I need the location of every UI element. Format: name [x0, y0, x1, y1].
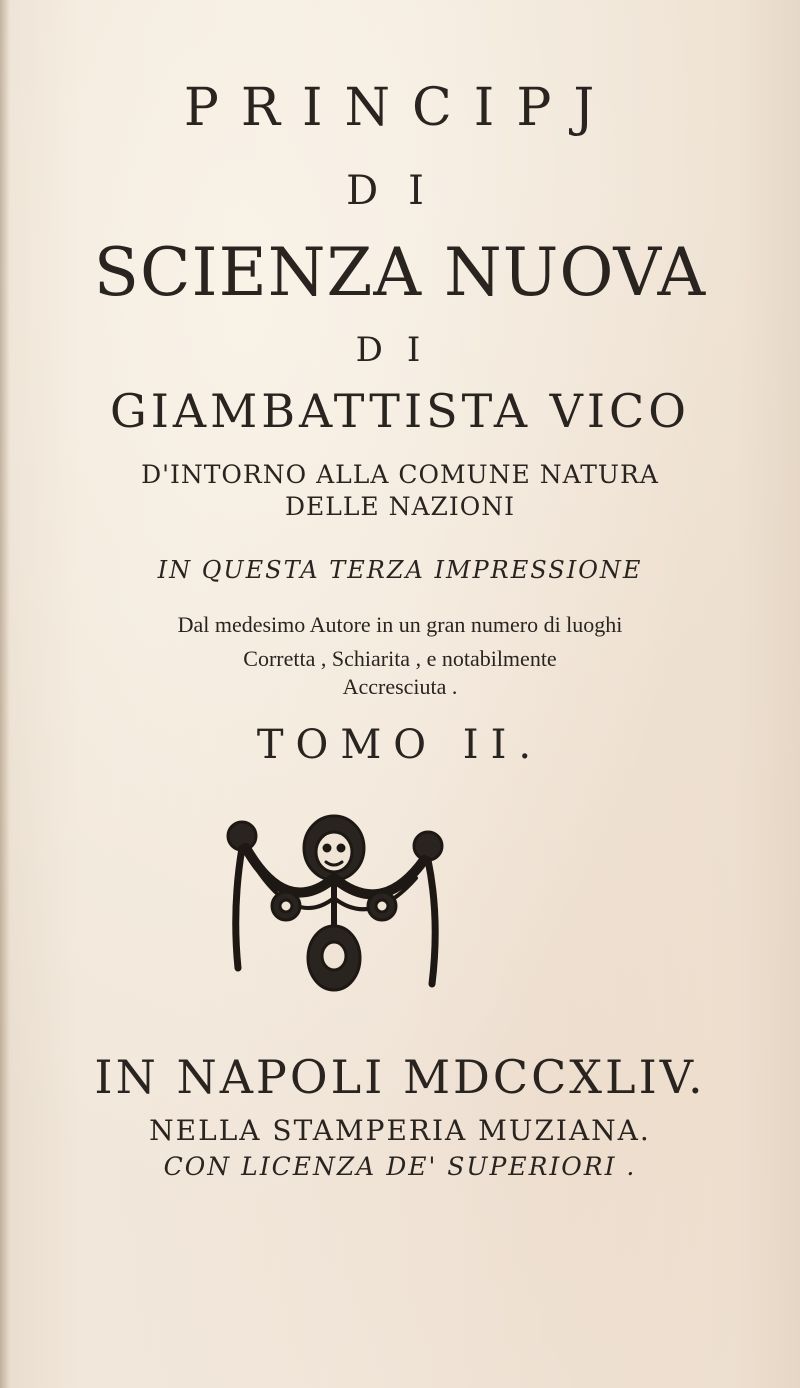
edition-note-line-2: Corretta , Schiarita , e notabilmente — [243, 646, 557, 671]
title-line-scienza-nuova: SCIENZA NUOVA — [93, 234, 707, 311]
imprint-printer: NELLA STAMPERIA MUZIANA. — [149, 1114, 651, 1147]
title-line-di: DI — [346, 168, 454, 214]
volume-label: TOMO II. — [256, 722, 544, 768]
author-name: GIAMBATTISTA VICO — [110, 384, 690, 438]
edition-note-line-1: Dal medesimo Autore in un gran numero di luoghi — [177, 612, 623, 637]
title-line-principj: PRINCIPJ — [183, 78, 617, 138]
woodcut-mask-garland-icon — [216, 808, 452, 1004]
imprint-license: CON LICENZA DE' SUPERIORI . — [163, 1152, 637, 1181]
subtitle-line-1: D'INTORNO ALLA COMUNE NATURA — [141, 460, 659, 489]
edition-note-line-3: Accresciuta . — [342, 674, 458, 699]
title-line-di-second: DI — [355, 330, 445, 370]
imprint-place-date: IN NAPOLI MDCCXLIV. — [94, 1050, 706, 1104]
subtitle-line-2: DELLE NAZIONI — [284, 492, 516, 521]
edition-line: IN QUESTA TERZA IMPRESSIONE — [157, 556, 643, 584]
